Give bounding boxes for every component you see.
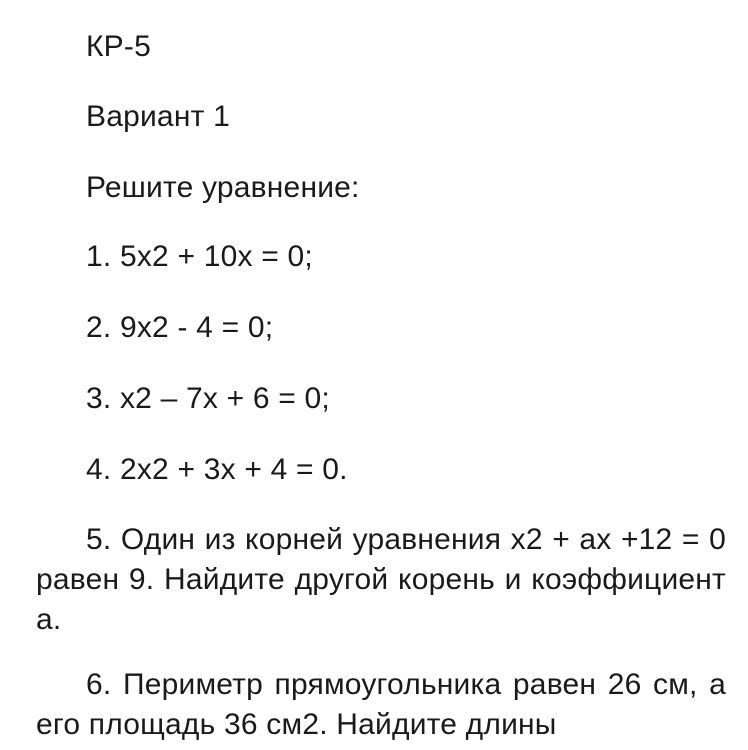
problem-6: 6. Периметр прямоугольника равен 26 см, а его площадь 36 см2. Найдите длины bbox=[36, 668, 726, 741]
task-2: 2. 9х2 - 4 = 0; bbox=[86, 311, 274, 344]
variant-label: Вариант 1 bbox=[86, 100, 230, 133]
task-4: 4. 2х2 + 3х + 4 = 0. bbox=[86, 453, 348, 486]
task-1: 1. 5х2 + 10х = 0; bbox=[86, 240, 313, 273]
problem-5: 5. Один из корней уравнения х2 + ах +12 = 0 равен 9. Найдите другой корень и коэффициент а. bbox=[36, 523, 726, 636]
instruction-text: Решите уравнение: bbox=[86, 171, 360, 204]
document-header: КР-5 bbox=[86, 30, 151, 63]
task-3: 3. х2 – 7х + 6 = 0; bbox=[86, 382, 330, 415]
